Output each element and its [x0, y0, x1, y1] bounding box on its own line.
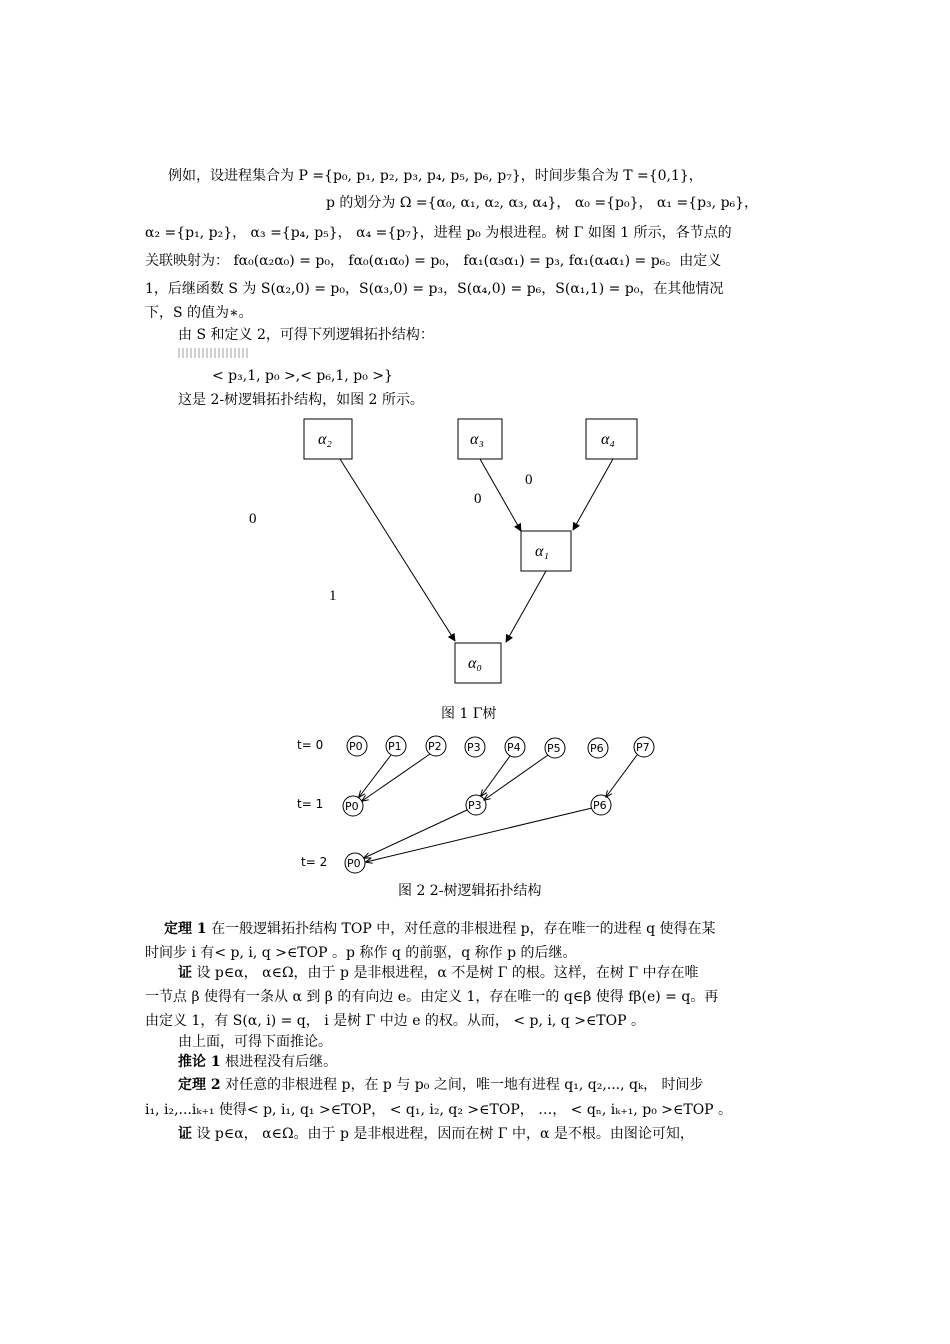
edge-alpha4-alpha1 — [573, 459, 613, 530]
para1-line3: α₂ ={p₁, p₂}， α₃ ={p₄, p₅}， α₄ ={p₇}，进程 p₀ 为根进程。树 Γ 如图 1 所示，各节点的 — [145, 225, 732, 241]
proof1-line3: 由定义 1，有 S(α, i) = q， i 是树 Γ 中边 e 的权。从而， < p, i, q >∈TOP 。 — [145, 1013, 645, 1029]
row0-p3: P3 — [467, 741, 481, 754]
theorem1-text1: 在一般逻辑拓扑结构 TOP 中，对任意的非根进程 p，存在唯一的进程 q 使得在某 — [206, 921, 716, 937]
edge-p5-p3 — [484, 755, 548, 800]
time-label-0: t= 0 — [297, 738, 324, 752]
row1-p3: P3 — [468, 799, 482, 812]
proof1-text1: 设 p∈α， α∈Ω，由于 p 是非根进程，α 不是树 Γ 的根。这样，在树 Γ 中存在唯 — [192, 965, 699, 981]
node-alpha3-label: α₃ — [470, 431, 484, 448]
edge-p6-p0 — [366, 808, 592, 862]
edge-label-alpha1: 1 — [329, 588, 337, 604]
theorem2-text1: 对任意的非根进程 p，在 p 与 p₀ 之间，唯一地有进程 q₁, q₂,..., qₖ， 时间步 — [220, 1077, 704, 1093]
figure-1-caption: 图 1 Γ树 — [441, 706, 497, 722]
para1-line2: p 的划分为 Ω ={α₀, α₁, α₂, α₃, α₄}， α₀ ={p₀}， α₁ ={p₃, p₆}， — [326, 195, 759, 211]
row2-p0: P0 — [347, 857, 361, 870]
time-label-1: t= 1 — [297, 797, 324, 811]
para1-line6: 下，S 的值为∗。 — [145, 305, 253, 321]
proof2-text: 设 p∈α， α∈Ω。由于 p 是非根进程，因而在树 Γ 中，α 是不根。由图论可知， — [192, 1126, 694, 1142]
row0-p0: P0 — [349, 740, 363, 753]
theorem1-heading: 定理 1 — [164, 921, 207, 937]
edge-p7-p6 — [606, 755, 637, 797]
proof1-line2: 一节点 β 使得有一条从 α 到 β 的有向边 e。由定义 1，存在唯一的 q∈β 使得 fβ(e) = q。再 — [145, 989, 719, 1005]
para3-line1: 这是 2-树逻辑拓扑结构，如图 2 所示。 — [178, 392, 424, 408]
theorem2-line1 — [178, 1075, 704, 1095]
row0-p1: P1 — [388, 740, 402, 753]
edge-p1-p0 — [359, 755, 391, 797]
time-label-2: t= 2 — [301, 855, 328, 869]
edge-p3-p0 — [364, 810, 467, 858]
row1-p0: P0 — [345, 800, 359, 813]
para1-line5: 1，后继函数 S 为 S(α₂,0) = p₀，S(α₃,0) = p₃，S(α₄,0) = p₆，S(α₁,1) = p₀，在其他情况 — [145, 281, 724, 297]
edge-label-alpha4: 0 — [525, 472, 533, 488]
corollary1-heading: 推论 1 — [178, 1054, 221, 1070]
corollary1-text: 根进程没有后继。 — [220, 1054, 338, 1070]
figure-2-caption: 图 2 2-树逻辑拓扑结构 — [398, 883, 542, 899]
para1-line4: 关联映射为： fα₀(α₂α₀) = p₀， fα₀(α₁α₀) = p₀， fα₁(α₃α₁) = p₃, fα₁(α₄α₁) = p₆。由定义 — [145, 253, 722, 269]
edge-p4-p3 — [481, 756, 510, 796]
theorem1-line1 — [164, 919, 715, 939]
node-alpha4-label: α₄ — [601, 431, 615, 448]
edge-label-alpha3: 0 — [474, 491, 482, 507]
edge-label-alpha2: 0 — [249, 511, 257, 527]
para1-line1: 例如，设进程集合为 P ={p₀, p₁, p₂, p₃, p₄, p₅, p₆, p₇}，时间步集合为 T ={0,1}， — [168, 168, 703, 184]
para2-line1: 由 S 和定义 2，可得下列逻辑拓扑结构： — [178, 327, 434, 343]
edge-alpha2-alpha0 — [340, 459, 455, 641]
row1-p6: P6 — [593, 799, 607, 812]
proof2-line — [178, 1124, 694, 1144]
after-text: 由上面，可得下面推论。 — [178, 1034, 332, 1050]
edge-alpha1-alpha0 — [506, 571, 546, 642]
proof1-heading: 证 — [178, 965, 192, 981]
row0-p6: P6 — [590, 742, 604, 755]
row0-p2: P2 — [428, 740, 442, 753]
edge-alpha3-alpha1 — [480, 459, 521, 531]
theorem1-line2: 时间步 i 有< p, i, q >∈TOP 。p 称作 q 的前驱，q 称作 p 的后继。 — [145, 945, 577, 961]
theorem2-line2: i₁, i₂,...iₖ₊₁ 使得< p, i₁, q₁ >∈TOP， < q₁, i₂, q₂ >∈TOP， …， < qₙ, iₖ₊₁, p₀ >∈TOP 。 — [145, 1102, 733, 1118]
node-alpha1-label: α₁ — [535, 543, 549, 560]
row0-p4: P4 — [507, 741, 521, 754]
para2-line2: < p₃,1, p₀ >,< p₆,1, p₀ >} — [212, 368, 393, 384]
node-alpha0-label: α₀ — [468, 655, 482, 672]
node-alpha2-label: α₂ — [318, 431, 332, 448]
row0-p7: P7 — [636, 741, 650, 754]
row0-p5: P5 — [547, 742, 561, 755]
proof2-heading: 证 — [178, 1126, 192, 1142]
proof1-line1 — [178, 963, 699, 983]
theorem2-heading: 定理 2 — [178, 1077, 221, 1093]
edge-p2-p0 — [362, 754, 430, 801]
corollary1-line — [178, 1052, 337, 1072]
